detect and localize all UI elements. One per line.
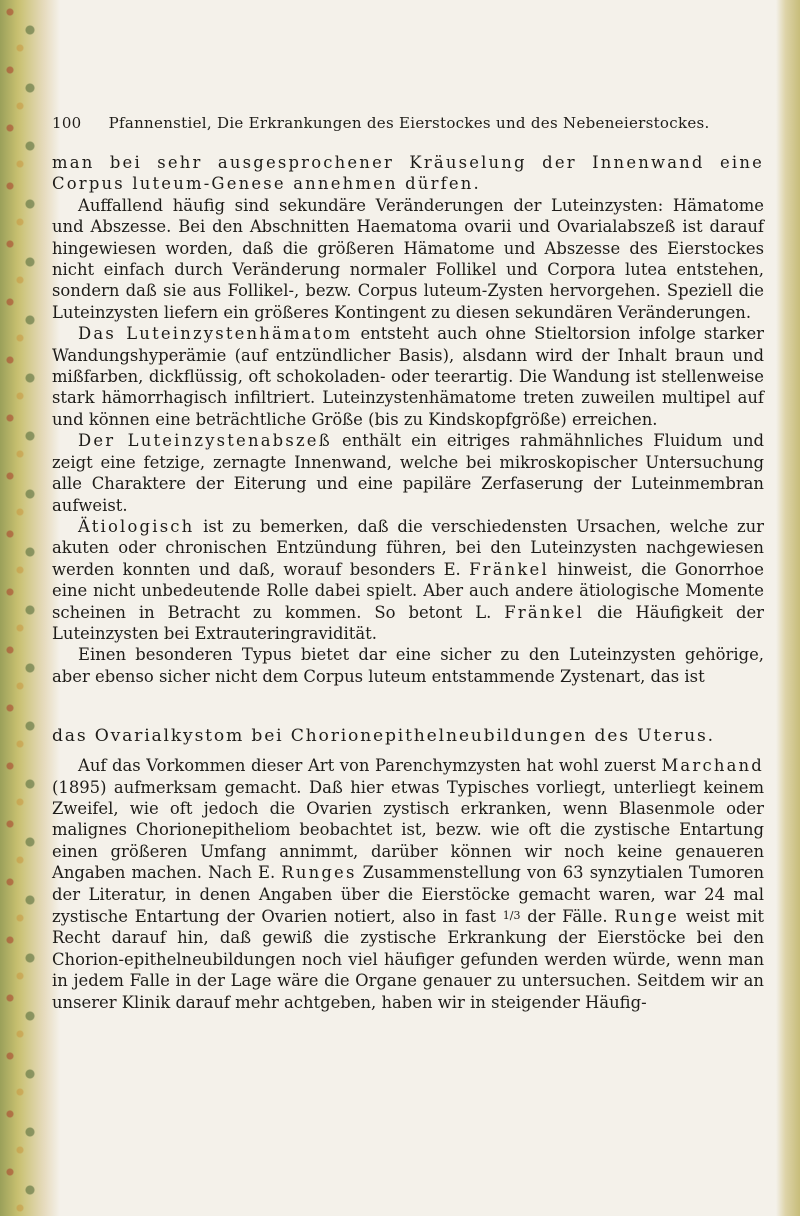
paragraph-continuation (52, 152, 764, 195)
term-luteinzystenabszess: Der Luteinzystenabszeß (78, 431, 332, 451)
page-body (52, 152, 764, 1013)
paragraph-text: enthält ein eitriges rahmähnliches Fluidum und zeigt eine fetzige, zernagte Innenwand, welche bei mikroskopischer Untersuchung alle Charaktere der Eiterung und eine papiläre Zerfaserung der Luteinmembran aufweist. (52, 431, 765, 515)
author-name: Runges (281, 863, 357, 883)
fraction-one-third: 1/3 (502, 909, 521, 922)
paragraph-lutein-abscess (52, 430, 764, 516)
paragraph-secondary-changes (52, 195, 764, 323)
running-title: Pfannenstiel, Die Erkrankungen des Eierstockes und des Nebeneierstockes. (108, 114, 710, 132)
author-name: Marchand (661, 756, 764, 776)
paragraph-text: ist zu bemerken, daß die verschiedensten Ursachen, welche zur akuten oder chronischen Entzündung führen, bei den Luteinzysten nachgewiesen werden konnten und daß, worauf besonders E. (52, 516, 764, 579)
running-header (52, 114, 764, 132)
paragraph-chorionepithelioma (52, 755, 764, 1013)
paragraph-text: der Fälle. (520, 907, 615, 926)
term-aetiologisch: Ätiologisch (78, 516, 195, 536)
page-number: 100 (52, 114, 82, 132)
paragraph-text: (1895) aufmerksam gemacht. Daß hier etwas Typisches vorliegt, unterliegt keinem Zweifel, wie oft jedoch die Ovarien zystisch erkranken, wenn Blasenmole oder malignes Chorionepitheliom beobachtet ist, bezw. wie oft die zystische Entartung einen größeren Umfang annimmt, darüber können wir noch keine genaueren Angaben machen. Nach E. (52, 777, 764, 883)
paragraph-text: die Häufigkeit der Luteinzysten bei Extrauteringravidität. (52, 602, 764, 643)
paragraph-text: entsteht auch ohne Stieltorsion infolge starker Wandungshyperämie (auf entzündlicher Basis), alsdann wird der Inhalt braun und mißfarben, dickflüssig, oft schokoladen- oder teerartig. Die Wandung ist stellenweise stark hämorrhagisch infiltriert. Luteinzystenhämatome treten zuweilen multipel auf und können eine beträchtliche Größe (bis zu Kindskopfgröße) erreichen. (52, 324, 764, 429)
section-heading: das Ovarialkystom bei Chorionepithelneubildungen des Uterus. (52, 726, 715, 747)
paragraph-special-type (52, 644, 764, 687)
marbled-binding-pattern (0, 0, 44, 1216)
section-spacer (52, 687, 764, 725)
author-name: Fränkel (469, 559, 549, 579)
page-right-edge (776, 0, 800, 1216)
paragraph-text: Zusammenstellung von 63 synzytialen Tumoren der Literatur, in denen Angaben über die Eierstöcke gemacht waren, war 24 mal zystische Entartung der Ovarien notiert, also in fast (52, 863, 764, 926)
paragraph-text: Einen besonderen Typus bietet dar eine sicher zu den Luteinzysten gehörige, aber ebenso sicher nicht dem Corpus luteum entstammende Zystenart, das ist (52, 645, 764, 686)
paragraph-lutein-hematoma (52, 323, 764, 430)
term-luteinzystenhaematom: Das Luteinzystenhämatom (78, 324, 353, 344)
author-name: Runge (614, 907, 680, 926)
paragraph-text: Auf das Vorkommen dieser Art von Parenchymzysten hat wohl zuerst (78, 756, 662, 776)
paragraph-text: weist mit Recht darauf hin, daß gewiß die zystische Erkrankung der Eierstöcke bei den Chorion-epithelneubildungen noch viel häufiger gefunden werden würde, wenn man in jedem Falle in der Lage wäre die Organe genauer zu untersuchen. Seitdem wir an unserer Klinik darauf mehr achtgeben, haben wir in steigender Häufig- (52, 907, 764, 1012)
paragraph-etiology (52, 516, 764, 644)
paragraph-text: hinweist, die Gonorrhoe eine nicht unbedeutende Rolle dabei spielt. Aber auch andere ätiologische Momente scheinen in Betracht zu kommen. So betont L. (52, 559, 765, 622)
spaced-emphasis: man bei sehr ausgesprochener Kräuselung der Innenwand eine Corpus luteum-Genese annehmen dürfen. (52, 153, 764, 194)
paragraph-text: Auffallend häufig sind sekundäre Veränderungen der Luteinzysten: Hämatome und Abszesse. Bei den Abschnitten Haematoma ovarii und Ovarialabszeß ist darauf hingewiesen worden, daß die größeren Hämatome und Abszesse des Eierstockes nicht einfach durch Veränderung normaler Follikel und Corpora lutea entstehen, sondern daß sie aus Follikel-, bezw. Corpus luteum-Zysten hervorgehen. Speziell die Luteinzysten liefern ein größeres Kontingent zu diesen sekundären Veränderungen. (52, 195, 764, 322)
author-name: Fränkel (504, 602, 585, 622)
